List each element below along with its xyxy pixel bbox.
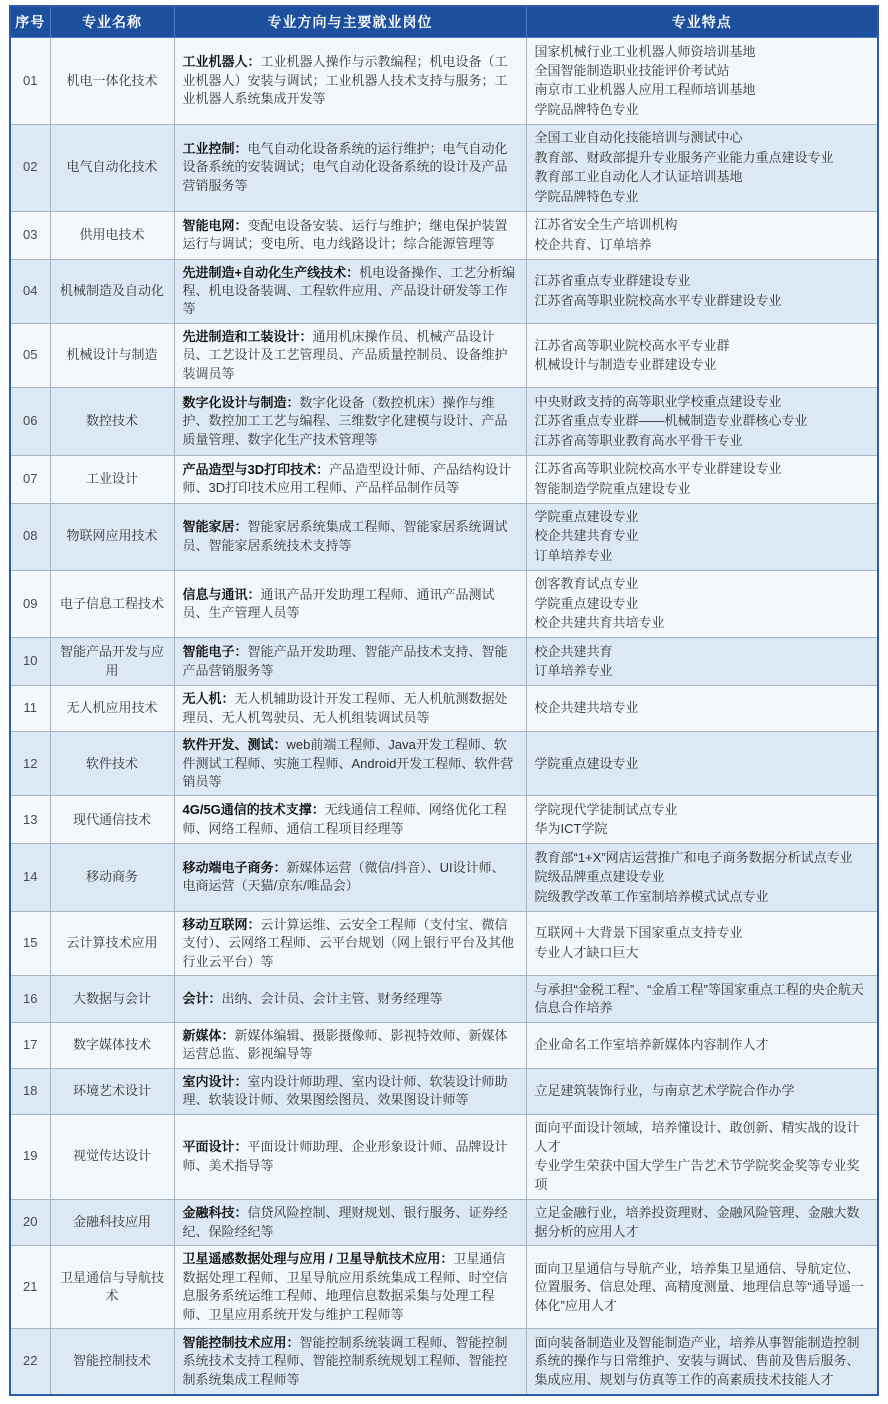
majors-table [9, 5, 879, 1396]
features-cell [526, 259, 878, 323]
direction-jobs: 室内设计师助理、室内设计师、软装设计师助理、软装设计师、效果图绘图员、效果图设计师等 [182, 1073, 508, 1108]
major-name: 视觉传达设计 [50, 1114, 174, 1199]
table-row [10, 1114, 878, 1199]
feature-line: 教育部、财政部提升专业服务产业能力重点建设专业 [534, 149, 834, 165]
features-cell [526, 211, 878, 259]
direction-cell [174, 976, 526, 1023]
direction-lead: 移动互联网： [182, 916, 261, 932]
features-cell [526, 1068, 878, 1114]
direction-lead: 软件开发、测试： [182, 737, 287, 753]
feature-line: 立足建筑装饰行业，与南京艺术学院合作办学 [534, 1083, 795, 1099]
table-row [10, 1199, 878, 1246]
direction-cell [174, 455, 526, 503]
direction-jobs: 产品造型设计师、产品结构设计师、3D打印技术应用工程师、产品样品制作员等 [182, 461, 512, 496]
row-number: 18 [10, 1068, 50, 1114]
direction-cell [174, 1329, 526, 1395]
table-row [10, 1246, 878, 1329]
feature-line: 校企共建共育 [534, 643, 613, 659]
direction-jobs: 通用机床操作员、机械产品设计员、工艺设计及工艺管理员、产品质量控制员、设备维护装调员等 [182, 328, 508, 381]
features-cell [526, 1114, 878, 1199]
direction-jobs: 智能家居系统集成工程师、智能家居系统调试员、智能家居系统技术支持等 [182, 519, 508, 553]
feature-line: 江苏省重点专业群——机械制造专业群核心专业 [534, 413, 808, 429]
table-row [10, 388, 878, 455]
feature-line: 创客教育试点专业 [534, 576, 639, 592]
direction-lead: 卫星遥感数据处理与应用 / 卫星导航技术应用： [182, 1251, 454, 1267]
feature-line: 面向装备制造业及智能制造产业，培养从事智能制造控制系统的操作与日常维护、安装与调试、售前及售后服务、集成应用、规划与仿真等工作的高素质技术技能人才 [534, 1334, 860, 1387]
direction-cell [174, 1068, 526, 1114]
major-name: 现代通信技术 [50, 796, 174, 844]
row-number: 11 [10, 686, 50, 732]
features-cell [526, 1329, 878, 1395]
direction-lead: 移动端电子商务： [182, 860, 287, 876]
row-number: 16 [10, 976, 50, 1023]
feature-line: 学院品牌特色专业 [534, 188, 639, 204]
direction-jobs: 平面设计师助理、企业形象设计师、品牌设计师、美术指导等 [182, 1139, 508, 1173]
row-number: 04 [10, 259, 50, 323]
features-cell [526, 686, 878, 732]
direction-cell [174, 323, 526, 387]
feature-line: 校企共建共育专业 [534, 528, 639, 544]
table-row [10, 38, 878, 125]
feature-line: 江苏省重点专业群建设专业 [534, 273, 691, 289]
direction-jobs: 电气自动化设备系统的运行维护；电气自动化设备系统的安装调试；电气自动化设备系统的设计及产品营销服务等 [182, 141, 508, 193]
table-row [10, 732, 878, 796]
major-name: 环境艺术设计 [50, 1068, 174, 1114]
direction-lead: 产品造型与3D打印技术： [182, 461, 330, 477]
major-name: 物联网应用技术 [50, 503, 174, 570]
header-cell-features: 专业特点 [526, 6, 878, 38]
feature-line: 学院现代学徒制试点专业 [534, 801, 678, 817]
feature-line: 江苏省安全生产培训机构 [534, 217, 678, 233]
direction-lead: 智能控制技术应用： [182, 1334, 300, 1350]
feature-line: 江苏省高等职业院校高水平专业群 [534, 337, 730, 353]
major-name: 卫星通信与导航技术 [50, 1246, 174, 1329]
table-row [10, 124, 878, 211]
features-cell [526, 1022, 878, 1068]
major-name: 大数据与会计 [50, 976, 174, 1023]
direction-lead: 先进制造和工装设计： [182, 328, 313, 344]
direction-jobs: 工业机器人操作与示教编程；机电设备（工业机器人）安装与调试；工业机器人技术支持与服务；工业机器人系统集成开发等 [182, 54, 508, 107]
direction-cell [174, 503, 526, 570]
direction-cell [174, 796, 526, 844]
feature-line: 全国工业自动化技能培训与测试中心 [534, 130, 743, 146]
feature-line: 江苏省高等职业教育高水平骨干专业 [534, 432, 743, 448]
table-body [10, 38, 878, 1395]
direction-lead: 先进制造+自动化生产线技术： [182, 264, 360, 280]
direction-jobs: 智能控制系统装调工程师、智能控制系统技术支持工程师、智能控制系统规划工程师、智能控制系统集成工程师等 [182, 1334, 508, 1387]
direction-lead: 工业机器人： [182, 54, 261, 70]
table-row [10, 638, 878, 686]
direction-cell [174, 211, 526, 259]
row-number: 06 [10, 388, 50, 455]
table-row [10, 1329, 878, 1395]
row-number: 05 [10, 323, 50, 387]
direction-jobs: 数字化设备（数控机床）操作与维护、数控加工工艺与编程、三维数字化建模与设计、产品质量管理、数字化生产技术管理等 [182, 394, 508, 447]
header-cell-no: 序号 [10, 6, 50, 38]
direction-jobs: 新媒体编辑、摄影摄像师、影视特效师、新媒体运营总监、影视编导等 [182, 1027, 508, 1062]
direction-lead: 4G/5G通信的技术支撑： [182, 802, 325, 818]
row-number: 10 [10, 638, 50, 686]
row-number: 19 [10, 1114, 50, 1199]
feature-line: 院级教学改革工作室制培养模式试点专业 [534, 888, 769, 904]
feature-line: 互联网＋大背景下国家重点支持专业 [534, 925, 743, 941]
major-name: 供用电技术 [50, 211, 174, 259]
direction-jobs: 变配电设备安装、运行与维护；继电保护装置运行与调试；变电所、电力线路设计；综合能源管理等 [182, 217, 508, 252]
direction-cell [174, 259, 526, 323]
direction-lead: 新媒体： [182, 1027, 235, 1043]
direction-lead: 信息与通讯： [182, 586, 261, 602]
major-name: 数字媒体技术 [50, 1022, 174, 1068]
direction-cell [174, 570, 526, 637]
table-row [10, 455, 878, 503]
major-name: 机械设计与制造 [50, 323, 174, 387]
feature-line: 国家机械行业工业机器人师资培训基地 [534, 43, 756, 59]
table-row [10, 844, 878, 911]
major-name: 智能控制技术 [50, 1329, 174, 1395]
features-cell [526, 38, 878, 125]
row-number: 12 [10, 732, 50, 796]
major-name: 电气自动化技术 [50, 124, 174, 211]
feature-line: 智能制造学院重点建设专业 [534, 480, 691, 496]
row-number: 09 [10, 570, 50, 637]
row-number: 03 [10, 211, 50, 259]
table-row [10, 211, 878, 259]
features-cell [526, 503, 878, 570]
row-number: 07 [10, 455, 50, 503]
direction-lead: 金融科技： [182, 1205, 248, 1221]
row-number: 14 [10, 844, 50, 911]
direction-cell [174, 1114, 526, 1199]
feature-line: 面向卫星通信与导航产业，培养集卫星通信、导航定位、位置服务、信息处理、高精度测量、地理信息等“通导遥一体化”应用人才 [534, 1260, 864, 1313]
features-cell [526, 323, 878, 387]
header-cell-direction: 专业方向与主要就业岗位 [174, 6, 526, 38]
feature-line: 江苏省高等职业院校高水平专业群建设专业 [534, 292, 782, 308]
feature-line: 江苏省高等职业院校高水平专业群建设专业 [534, 461, 782, 477]
feature-line: 订单培养专业 [534, 663, 613, 679]
major-name: 移动商务 [50, 844, 174, 911]
row-number: 13 [10, 796, 50, 844]
major-name: 软件技术 [50, 732, 174, 796]
features-cell [526, 124, 878, 211]
direction-jobs: 无线通信工程师、网络优化工程师、网络工程师、通信工程项目经理等 [182, 802, 507, 836]
row-number: 02 [10, 124, 50, 211]
direction-cell [174, 124, 526, 211]
direction-cell [174, 686, 526, 732]
major-name: 云计算技术应用 [50, 911, 174, 975]
feature-line: 校企共建共培专业 [534, 700, 639, 716]
direction-cell [174, 638, 526, 686]
feature-line: 机械设计与制造专业群建设专业 [534, 357, 717, 373]
feature-line: 院级品牌重点建设专业 [534, 869, 665, 885]
direction-jobs: 智能产品开发助理、智能产品技术支持、智能产品营销服务等 [182, 644, 508, 678]
direction-jobs: 机电设备操作、工艺分析编程、机电设备装调、工程软件应用、产品设计研发等工作等 [182, 264, 516, 317]
table-row [10, 570, 878, 637]
direction-lead: 数字化设计与制造： [182, 394, 300, 410]
direction-jobs: 信贷风险控制、理财规划、银行服务、证券经纪、保险经纪等 [182, 1205, 508, 1239]
row-number: 21 [10, 1246, 50, 1329]
feature-line: 校企共建共育共培专业 [534, 615, 665, 631]
direction-cell [174, 1199, 526, 1246]
feature-line: 中央财政支持的高等职业学校重点建设专业 [534, 393, 782, 409]
features-cell [526, 638, 878, 686]
major-name: 机电一体化技术 [50, 38, 174, 125]
table-header [10, 6, 878, 38]
row-number: 08 [10, 503, 50, 570]
features-cell [526, 911, 878, 975]
header-row [10, 6, 878, 38]
major-name: 金融科技应用 [50, 1199, 174, 1246]
feature-line: 订单培养专业 [534, 547, 613, 563]
features-cell [526, 732, 878, 796]
direction-lead: 智能家居： [182, 519, 248, 535]
feature-line: 立足金融行业，培养投资理财、金融风险管理、金融大数据分析的应用人才 [534, 1205, 860, 1239]
direction-jobs: web前端工程师、Java开发工程师、软件测试工程师、实施工程师、Android开发工程师、软件营销员等 [182, 737, 514, 789]
direction-cell [174, 911, 526, 975]
major-name: 工业设计 [50, 455, 174, 503]
table-row [10, 1068, 878, 1114]
direction-lead: 智能电网： [182, 217, 248, 233]
direction-jobs: 通讯产品开发助理工程师、通讯产品测试员、生产管理人员等 [182, 586, 495, 621]
features-cell [526, 844, 878, 911]
features-cell [526, 1246, 878, 1329]
table-row [10, 1022, 878, 1068]
row-number: 20 [10, 1199, 50, 1246]
direction-cell [174, 1022, 526, 1068]
row-number: 17 [10, 1022, 50, 1068]
direction-jobs: 云计算运维、云安全工程师（支付宝、微信支付）、云网络工程师、云平台规划（网上银行平台及其他行业云平台）等 [182, 916, 515, 969]
features-cell [526, 796, 878, 844]
table-row [10, 911, 878, 975]
direction-lead: 平面设计： [182, 1139, 248, 1155]
feature-line: 教育部工业自动化人才认证培训基地 [534, 169, 743, 185]
direction-lead: 工业控制： [182, 141, 248, 157]
feature-line: 学院品牌特色专业 [534, 101, 639, 117]
direction-lead: 智能电子： [182, 644, 248, 660]
feature-line: 校企共育、订单培养 [534, 236, 652, 252]
direction-cell [174, 1246, 526, 1329]
feature-line: 企业命名工作室培养新媒体内容制作人才 [534, 1037, 769, 1053]
direction-jobs: 卫星通信数据处理工程师、卫星导航应用系统集成工程师、时空信息服务系统运维工程师、地理信息数据采集与处理工程师、卫星应用系统开发与维护工程师等 [182, 1251, 508, 1322]
row-number: 15 [10, 911, 50, 975]
features-cell [526, 976, 878, 1023]
direction-jobs: 无人机辅助设计开发工程师、无人机航测数据处理员、无人机驾驶员、无人机组装调试员等 [182, 691, 508, 725]
table-row [10, 686, 878, 732]
feature-line: 专业学生荣获中国大学生广告艺术节学院奖金奖等专业奖项 [534, 1158, 860, 1192]
direction-lead: 无人机： [182, 691, 235, 707]
features-cell [526, 570, 878, 637]
direction-cell [174, 844, 526, 911]
feature-line: 学院重点建设专业 [534, 595, 639, 611]
feature-line: 学院重点建设专业 [534, 755, 639, 771]
feature-line: 专业人才缺口巨大 [534, 944, 639, 960]
direction-cell [174, 388, 526, 455]
table-row [10, 323, 878, 387]
features-cell [526, 388, 878, 455]
feature-line: 全国智能制造职业技能评价考试站 [534, 62, 730, 78]
features-cell [526, 455, 878, 503]
direction-cell [174, 732, 526, 796]
major-name: 机械制造及自动化 [50, 259, 174, 323]
major-name: 电子信息工程技术 [50, 570, 174, 637]
direction-jobs: 出纳、会计员、会计主管、财务经理等 [221, 990, 443, 1006]
header-cell-major: 专业名称 [50, 6, 174, 38]
direction-cell [174, 38, 526, 125]
row-number: 01 [10, 38, 50, 125]
table-row [10, 259, 878, 323]
major-name: 智能产品开发与应用 [50, 638, 174, 686]
major-name: 数控技术 [50, 388, 174, 455]
direction-lead: 室内设计： [182, 1073, 248, 1089]
direction-lead: 会计： [182, 990, 222, 1006]
feature-line: 华为ICT学院 [534, 821, 608, 837]
feature-line: 南京市工业机器人应用工程师培训基地 [534, 82, 756, 98]
table-row [10, 796, 878, 844]
row-number: 22 [10, 1329, 50, 1395]
feature-line: 与承担“金税工程”、“金盾工程”等国家重点工程的央企航天信息合作培养 [534, 981, 864, 1015]
feature-line: 学院重点建设专业 [534, 509, 639, 525]
table-row [10, 503, 878, 570]
table-row [10, 976, 878, 1023]
major-name: 无人机应用技术 [50, 686, 174, 732]
feature-line: 教育部“1+X”网店运营推广和电子商务数据分析试点专业 [534, 849, 853, 865]
direction-jobs: 新媒体运营（微信/抖音）、UI设计师、电商运营（天猫/京东/唯品会） [182, 860, 505, 894]
feature-line: 面向平面设计领域，培养懂设计、敢创新、精实战的设计人才 [534, 1120, 860, 1154]
features-cell [526, 1199, 878, 1246]
